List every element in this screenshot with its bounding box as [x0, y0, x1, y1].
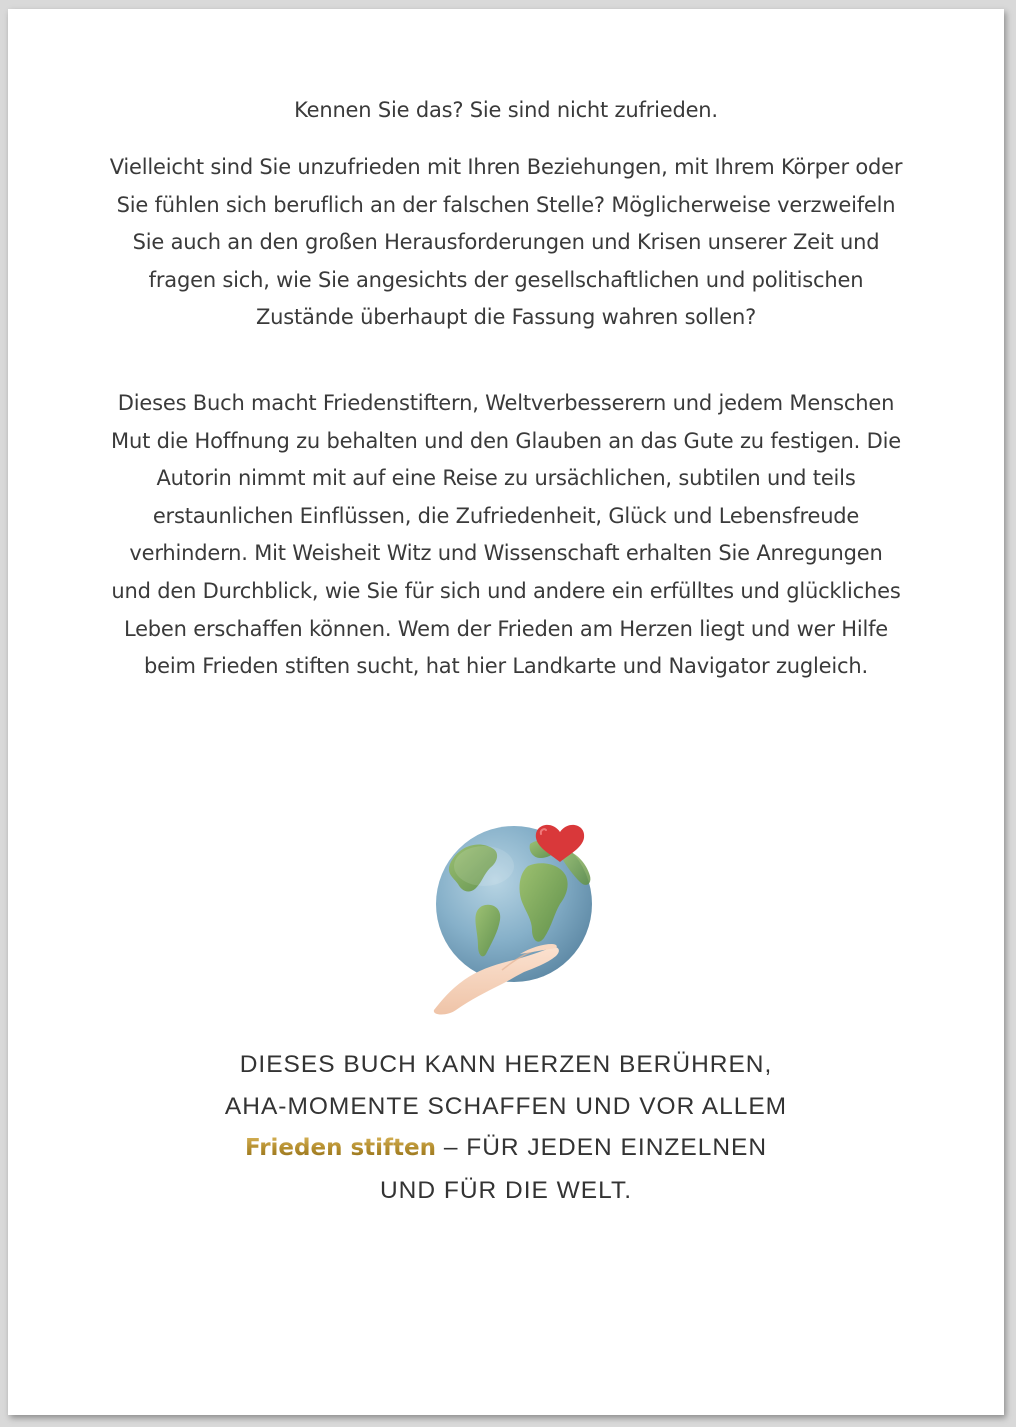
- tagline-line-4: UND FÜR DIE WELT.: [379, 1176, 633, 1204]
- tagline-line-3-rest: – FÜR JEDEN EINZELNEN: [436, 1134, 768, 1161]
- tagline: [8, 1044, 1004, 1211]
- tagline-line-1: DIESES BUCH KANN HERZEN BERÜHREN,: [239, 1051, 773, 1078]
- tagline-line-3: [8, 1127, 1004, 1170]
- tagline-highlight: Frieden stiften: [244, 1135, 437, 1161]
- back-cover-page: [8, 9, 1004, 1415]
- intro-paragraph-1: Vielleicht sind Sie unzufrieden mit Ihren Beziehungen, mit Ihrem Körper oder Sie fühlen sich beruflich an der falschen Stelle? Möglicherweise verzweifeln Sie auch an den großen Herausforderungen und Krisen unserer Zeit und fragen sich, wie Sie angesichts der gesellschaftlichen und politischen Zustände überhaupt die Fassung wahren sollen?: [109, 155, 903, 330]
- tagline-line-2: AHA-MOMENTE SCHAFFEN UND VOR ALLEM: [224, 1092, 788, 1120]
- intro-paragraph-2: Dieses Buch macht Friedenstiftern, Weltverbesserern und jedem Menschen Mut die Hoffnung zu behalten und den Glauben an das Gute zu festigen. Die Autorin nimmt mit auf eine Reise zu ursächlichen, subtilen und teils erstaunlichen Einflüssen, die Zufriedenheit, Glück und Lebensfreude verhindern. Mit Weisheit Witz und Wissenschaft erhalten Sie Anregungen und den Durchblick, wie Sie für sich und andere ein erfülltes und glückliches Leben erschaffen können. Wem der Frieden am Herzen liegt und wer Hilfe beim Frieden stiften sucht, hat hier Landkarte und Navigator zugleich.: [111, 391, 901, 679]
- intro-question: Kennen Sie das? Sie sind nicht zufrieden.: [294, 98, 718, 122]
- globe-heart-hand-icon: [420, 804, 596, 1016]
